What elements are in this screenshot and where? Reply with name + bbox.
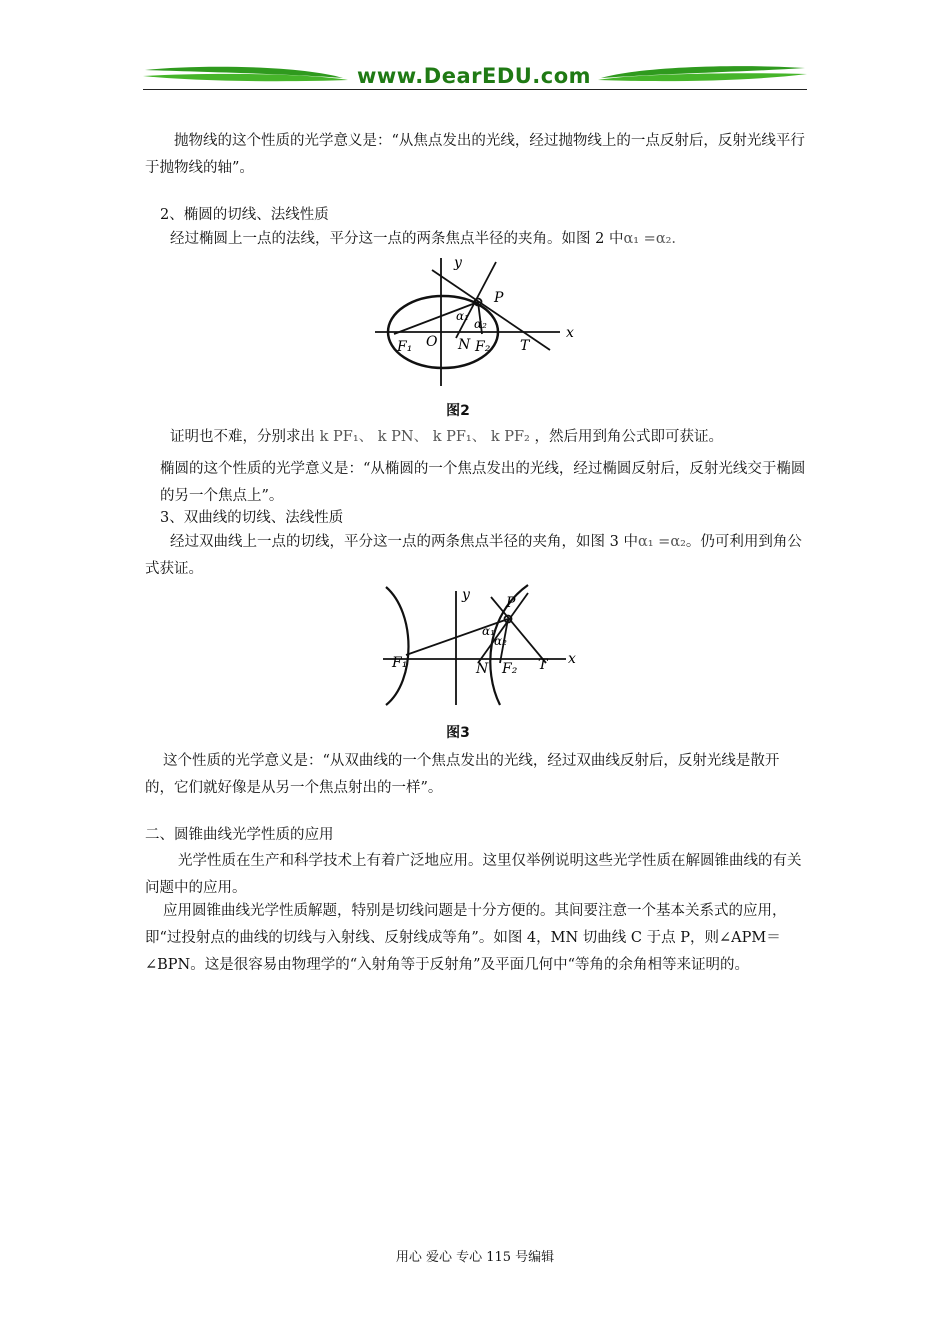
fig3-label-p: P [506,595,516,611]
section3-statement [145,529,807,583]
ellipse-optical-paragraph [160,456,807,510]
ellipse-optical-text: 椭圆的这个性质的光学意义是：“从椭圆的一个焦点发出的光线，经过椭圆反射后，反射光线交于椭圆的另一个焦点上”。 [160,461,806,504]
page-header [143,62,807,92]
fig2-label-f1: F₁ [397,339,413,355]
proof-post: ，然后用到角公式即可获证。 [534,429,723,445]
hyperbola-left-branch [386,587,409,705]
figure3-caption: 图3 [446,725,470,741]
parabola-optical-paragraph: 抛物线的这个性质的光学意义是：“从焦点发出的光线，经过抛物线上的一点反射后，反射光线平行于抛物线的轴”。 [145,133,805,176]
header-rule [143,89,807,90]
fig3-label-x: x [568,651,576,667]
page-footer: 用心 爱心 专心 115 号编辑 [395,1250,555,1265]
tangent-line [432,270,550,350]
fig3-label-a1: α₁ [482,624,495,638]
section3-text: 经过双曲线上一点的切线，平分这一点的两条焦点半径的夹角，如图 3 中 [170,534,638,550]
fig2-label-n: N [458,337,471,353]
slope-kpf1: k PF₁、 [319,429,374,445]
section2-statement [170,226,800,253]
fig2-label-t: T [520,338,530,354]
fig3-label-n: N [476,661,489,677]
fig2-label-f2: F₂ [475,339,491,355]
fig3-label-y: y [462,587,470,603]
figure2-caption: 图2 [446,403,470,419]
part2-title: 二、圆锥曲线光学性质的应用 [145,827,334,843]
fig2-label-o: O [426,334,438,350]
slope-kpn: k PN、 [377,429,429,445]
part2-paragraph2: 应用圆锥曲线光学性质解题，特别是切线问题是十分方便的。其间要注意一个基本关系式的应用，即“过投射点的曲线的切线与入射线、反射线成等角”。如图 4，MN 切曲线 C 于点 P，则∠APM＝∠BPN。这是很容易由物理学的“入射角等于反射角”及平面几何中“等角的余角相等来证明的。 [145,903,787,973]
fig3-label-f1: F₁ [392,655,408,671]
fig3-label-t: T [538,657,548,673]
section3-title: 3、双曲线的切线、法线性质 [160,510,344,526]
fig2-label-p: P [494,290,504,306]
proof-line [170,424,800,451]
site-brand[interactable]: www.DearEDU.com [356,64,592,88]
fig2-label-y: y [454,255,462,271]
section3-equation: α₁ =α₂ [637,534,686,550]
fig3-label-a2: α₂ [494,634,507,648]
fig2-label-x: x [566,325,574,341]
fig2-label-a1: α₁ [456,309,469,323]
slope-kpf2: k PF₂ [490,429,530,445]
fig2-label-a2: α₂ [474,317,487,331]
hyperbola-optical-paragraph: 这个性质的光学意义是：“从双曲线的一个焦点发出的光线，经过双曲线反射后，反射光线是散开的，它们就好像是从另一个焦点射出的一样”。 [145,753,780,796]
slope-kpf1-b: k PF₁、 [432,429,487,445]
part2-paragraph1: 光学性质在生产和科学技术上有着广泛地应用。这里仅举例说明这些光学性质在解圆锥曲线的有关问题中的应用。 [145,853,802,896]
fig3-label-f2: F₂ [502,661,518,677]
figure2-ellipse-diagram [370,250,590,390]
section2-title: 2、椭圆的切线、法线性质 [160,207,329,223]
proof-pre: 证明也不难，分别求出 [170,429,315,445]
section2-equation: α₁ =α₂. [623,231,677,247]
section3-tail: 。仍可利用到角公式获证。 [145,534,802,577]
figure3-hyperbola-diagram [378,583,588,708]
section2-text: 经过椭圆上一点的法线，平分这一点的两条焦点半径的夹角。如图 2 中 [170,231,624,247]
